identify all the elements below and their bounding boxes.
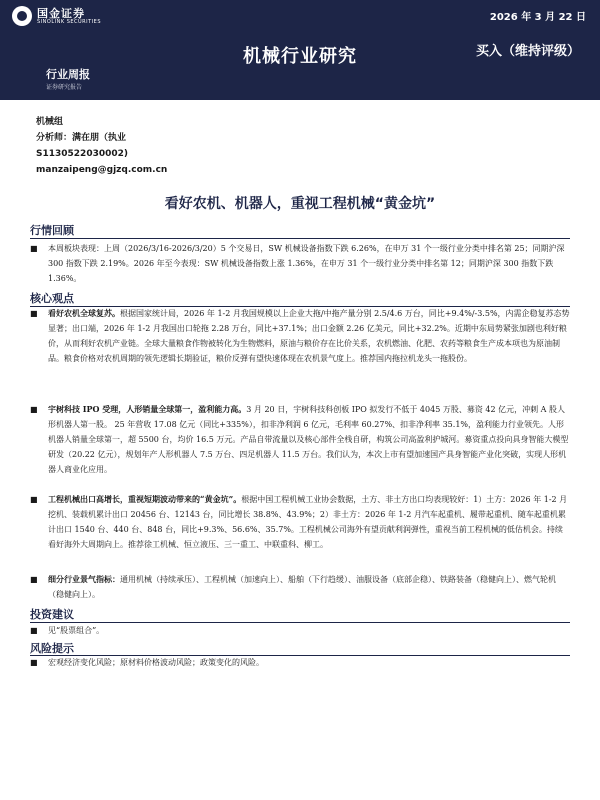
company-logo [12,6,101,26]
bullet-icon: ■ [30,405,38,414]
analyst-email[interactable]: manzaipeng@gjzq.com.cn [36,165,168,175]
rating-badge: 买入（维持评级） [475,44,580,59]
view-item-construction: ■ 工程机械出口高增长，重视短期波动带来的“黄金坑”。根据中国工程机械工业协会数据，土方、非土方出口均表现较好：1）土方：2026 年 1-2 月挖机、装载机累计出口 20456 台、12143 台，同比增长 38.8%、43.9%；2）非土方：2026 年 1-2 月汽车起重机、履带起重机、随车起重机累计出口 1540 台、440 台、848 台，同比+9.3%、56.6%、35.7%。工程机械公司海外有望贡献利润弹性，重视当前工程机械的低估机会。持续看好海外大周期向上。推荐徐工机械、恒立液压、三一重工、中联重科、柳工。 [30,494,568,549]
report-subtitle: 证券研究报告 [46,84,83,91]
bullet-icon: ■ [30,244,38,253]
analyst-info [36,114,167,178]
section-title-advice: 投资建议 [30,608,74,621]
view-item-agri: ■ 看好农机全球复苏。根据国家统计局，2026 年 1-2 月我国规模以上企业大拖/中拖产量分别 2.5/4.6 万台，同比+9.4%/-3.5%，内需企稳复苏态势显著；出口端，2026 年 1-2 月我国出口轮拖 2.28 万台，同比+37.1%；出口金额 2.26 亿美元，同比+32.2%。近期中东局势紧张加剧也利好粮价，从而利好农机产业链。全球大量粮食作物被转化为生物燃料，原油与粮价存在比价关系，农机燃油、化肥、农药等粮食生产成本项也为原油制品。粮食价格对农机周期的领先逻辑长期验证，粮价反弹有望快速体现在农机景气度上。推荐国内拖拉机龙头一拖股份。 [30,308,570,363]
logo-name-en: SINOLINK SECURITIES [37,18,101,25]
bullet-icon: ■ [30,658,38,667]
section-title-review: 行情回顾 [30,224,74,237]
logo-circle-icon [12,6,32,26]
analyst-name: 分析师：满在朋（执业 [36,133,127,143]
report-type: 行业周报 [46,68,90,81]
bullet-icon: ■ [30,495,38,504]
advice-paragraph: ■ 见“股票组合”。 [30,623,570,638]
analyst-group: 机械组 [36,117,64,127]
report-date: 2026 年 3 月 22 日 [489,12,586,23]
view-item-robot: ■ 宇树科技 IPO 受理，人形销量全球第一，盈利能力高。3 月 20 日，宇树科技科创板 IPO 拟发行不低于 4045 万股、募资 42 亿元，冲刺 A 股人形机器人第一股。 25 年营收 17.08 亿元（同比+335%），扣非净利润 6 亿元，毛利率 60.27%、扣非净利率 35.1%，盈利能力行业领先。人形机器人销量全球第一，超 5500 台，均价 16.5 万元。产品自带流量以及核心部件全栈自研，构筑公司高盈利护城河。募资重点投向具身智能大模型研发（20.22 亿元），规划年产人形机器人 7.5 万台、四足机器人 11.5 万台。我们认为，本次上市有望加速国产具身智能产业化突破，实现人形机器人商业化应用。 [30,404,569,474]
report-title: 机械行业研究 [243,46,357,67]
risk-paragraph: ■ 宏观经济变化风险；原材料价格波动风险；政策变化的风险。 [30,655,570,670]
section-divider [30,238,570,239]
bullet-icon: ■ [30,309,38,318]
review-paragraph: ■ 本周板块表现：上周（2026/3/16-2026/3/20）5 个交易日，SW 机械设备指数下跌 6.26%，在申万 31 个一级行业分类中排名第 25；同期沪深 300 指数下跌 2.19%。2026 年至今表现：SW 机械设备指数上涨 1.36%，在申万 31 个一级行业分类中排名第 12；同期沪深 300 指数下跌 1.36%。 [30,241,570,286]
analyst-license: S1130522030002) [36,149,129,159]
bullet-icon: ■ [30,626,38,635]
page-headline: 看好农机、机器人，重视工程机械“黄金坑” [164,196,436,212]
section-title-risk: 风险提示 [30,642,74,655]
report-header [0,0,600,100]
logo-name-cn: 国金证券 [37,6,85,20]
view-item-indicators: ■ 细分行业景气指标：通用机械（持续承压）、工程机械（加速向上）、船舶（下行趋缓）、油服设备（底部企稳）、铁路装备（稳健向上）、燃气轮机（稳健向上）。 [30,574,556,599]
section-title-views: 核心观点 [30,292,74,305]
bullet-icon: ■ [30,575,38,584]
